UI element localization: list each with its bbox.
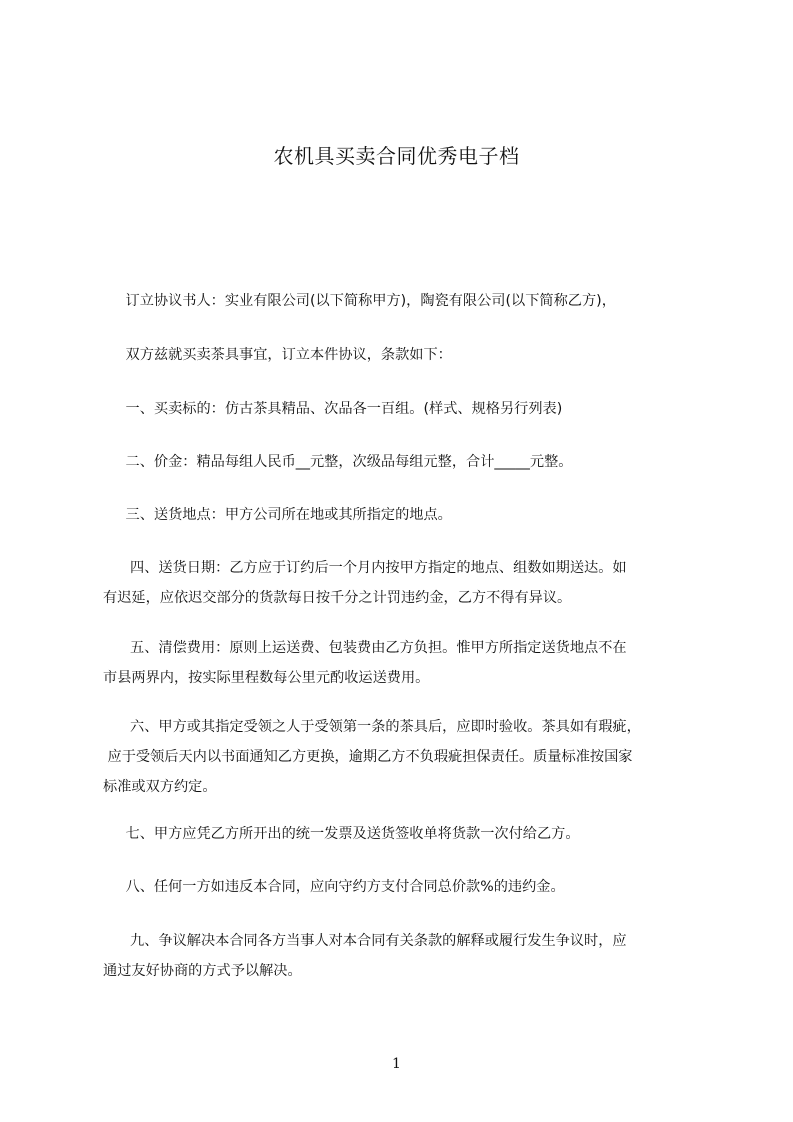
clause-4-delivery-date xyxy=(103,553,713,613)
clause-6-inspection xyxy=(103,712,713,802)
clause-2-price xyxy=(103,447,713,477)
paragraph-intro xyxy=(103,340,713,370)
paragraph-line: 应于受领后天内以书面通知乙方更换，逾期乙方不负瑕疵担保责任。质量标准按国家 xyxy=(103,749,633,765)
paragraph-line: 二、价金：精品每组人民币__元整，次级品每组元整，合计_____元整。 xyxy=(103,454,573,470)
paragraph-line: 订立协议书人：实业有限公司(以下简称甲方)，陶瓷有限公司(以下简称乙方)， xyxy=(103,293,616,309)
paragraph-line: 一、买卖标的：仿古茶具精品、次品各一百组。(样式、规格另行列表) xyxy=(103,401,563,417)
paragraph-line: 标准或双方约定。 xyxy=(103,779,217,795)
clause-3-delivery-location xyxy=(103,500,713,530)
clause-5-expenses xyxy=(103,633,713,693)
paragraph-line: 三、送货地点：甲方公司所在地或其所指定的地点。 xyxy=(103,507,452,523)
paragraph-line: 市县两界内，按实际里程数每公里元酌收运送费用。 xyxy=(103,670,430,686)
paragraph-line: 九、争议解决本合同各方当事人对本合同有关条款的解释或履行发生争议时，应 xyxy=(103,933,627,949)
clause-7-payment xyxy=(103,819,713,849)
clause-9-dispute xyxy=(103,926,713,986)
paragraph-line: 六、甲方或其指定受领之人于受领第一条的茶具后，应即时验收。茶具如有瑕疵， xyxy=(103,719,641,735)
paragraph-line: 七、甲方应凭乙方所开出的统一发票及送货签收单将货款一次付给乙方。 xyxy=(103,826,580,842)
paragraph-line: 四、送货日期：乙方应于订约后一个月内按甲方指定的地点、组数如期送达。如 xyxy=(103,560,627,576)
paragraph-line: 有迟延，应依迟交部分的货款每日按千分之计罚违约金，乙方不得有异议。 xyxy=(103,590,572,606)
page-number: 1 xyxy=(392,1056,401,1072)
paragraph-parties xyxy=(103,286,713,316)
paragraph-line: 双方兹就买卖茶具事宜，订立本件协议，条款如下： xyxy=(103,347,452,363)
clause-1-subject xyxy=(103,394,713,424)
clause-8-breach xyxy=(103,872,713,902)
paragraph-line: 五、清偿费用：原则上运送费、包装费由乙方负担。惟甲方所指定送货地点不在 xyxy=(103,640,627,656)
page-title: 农机具买卖合同优秀电子档 xyxy=(273,144,520,168)
paragraph-line: 通过友好协商的方式予以解决。 xyxy=(103,963,302,979)
paragraph-line: 八、任何一方如违反本合同，应向守约方支付合同总价款%的违约金。 xyxy=(103,879,565,895)
